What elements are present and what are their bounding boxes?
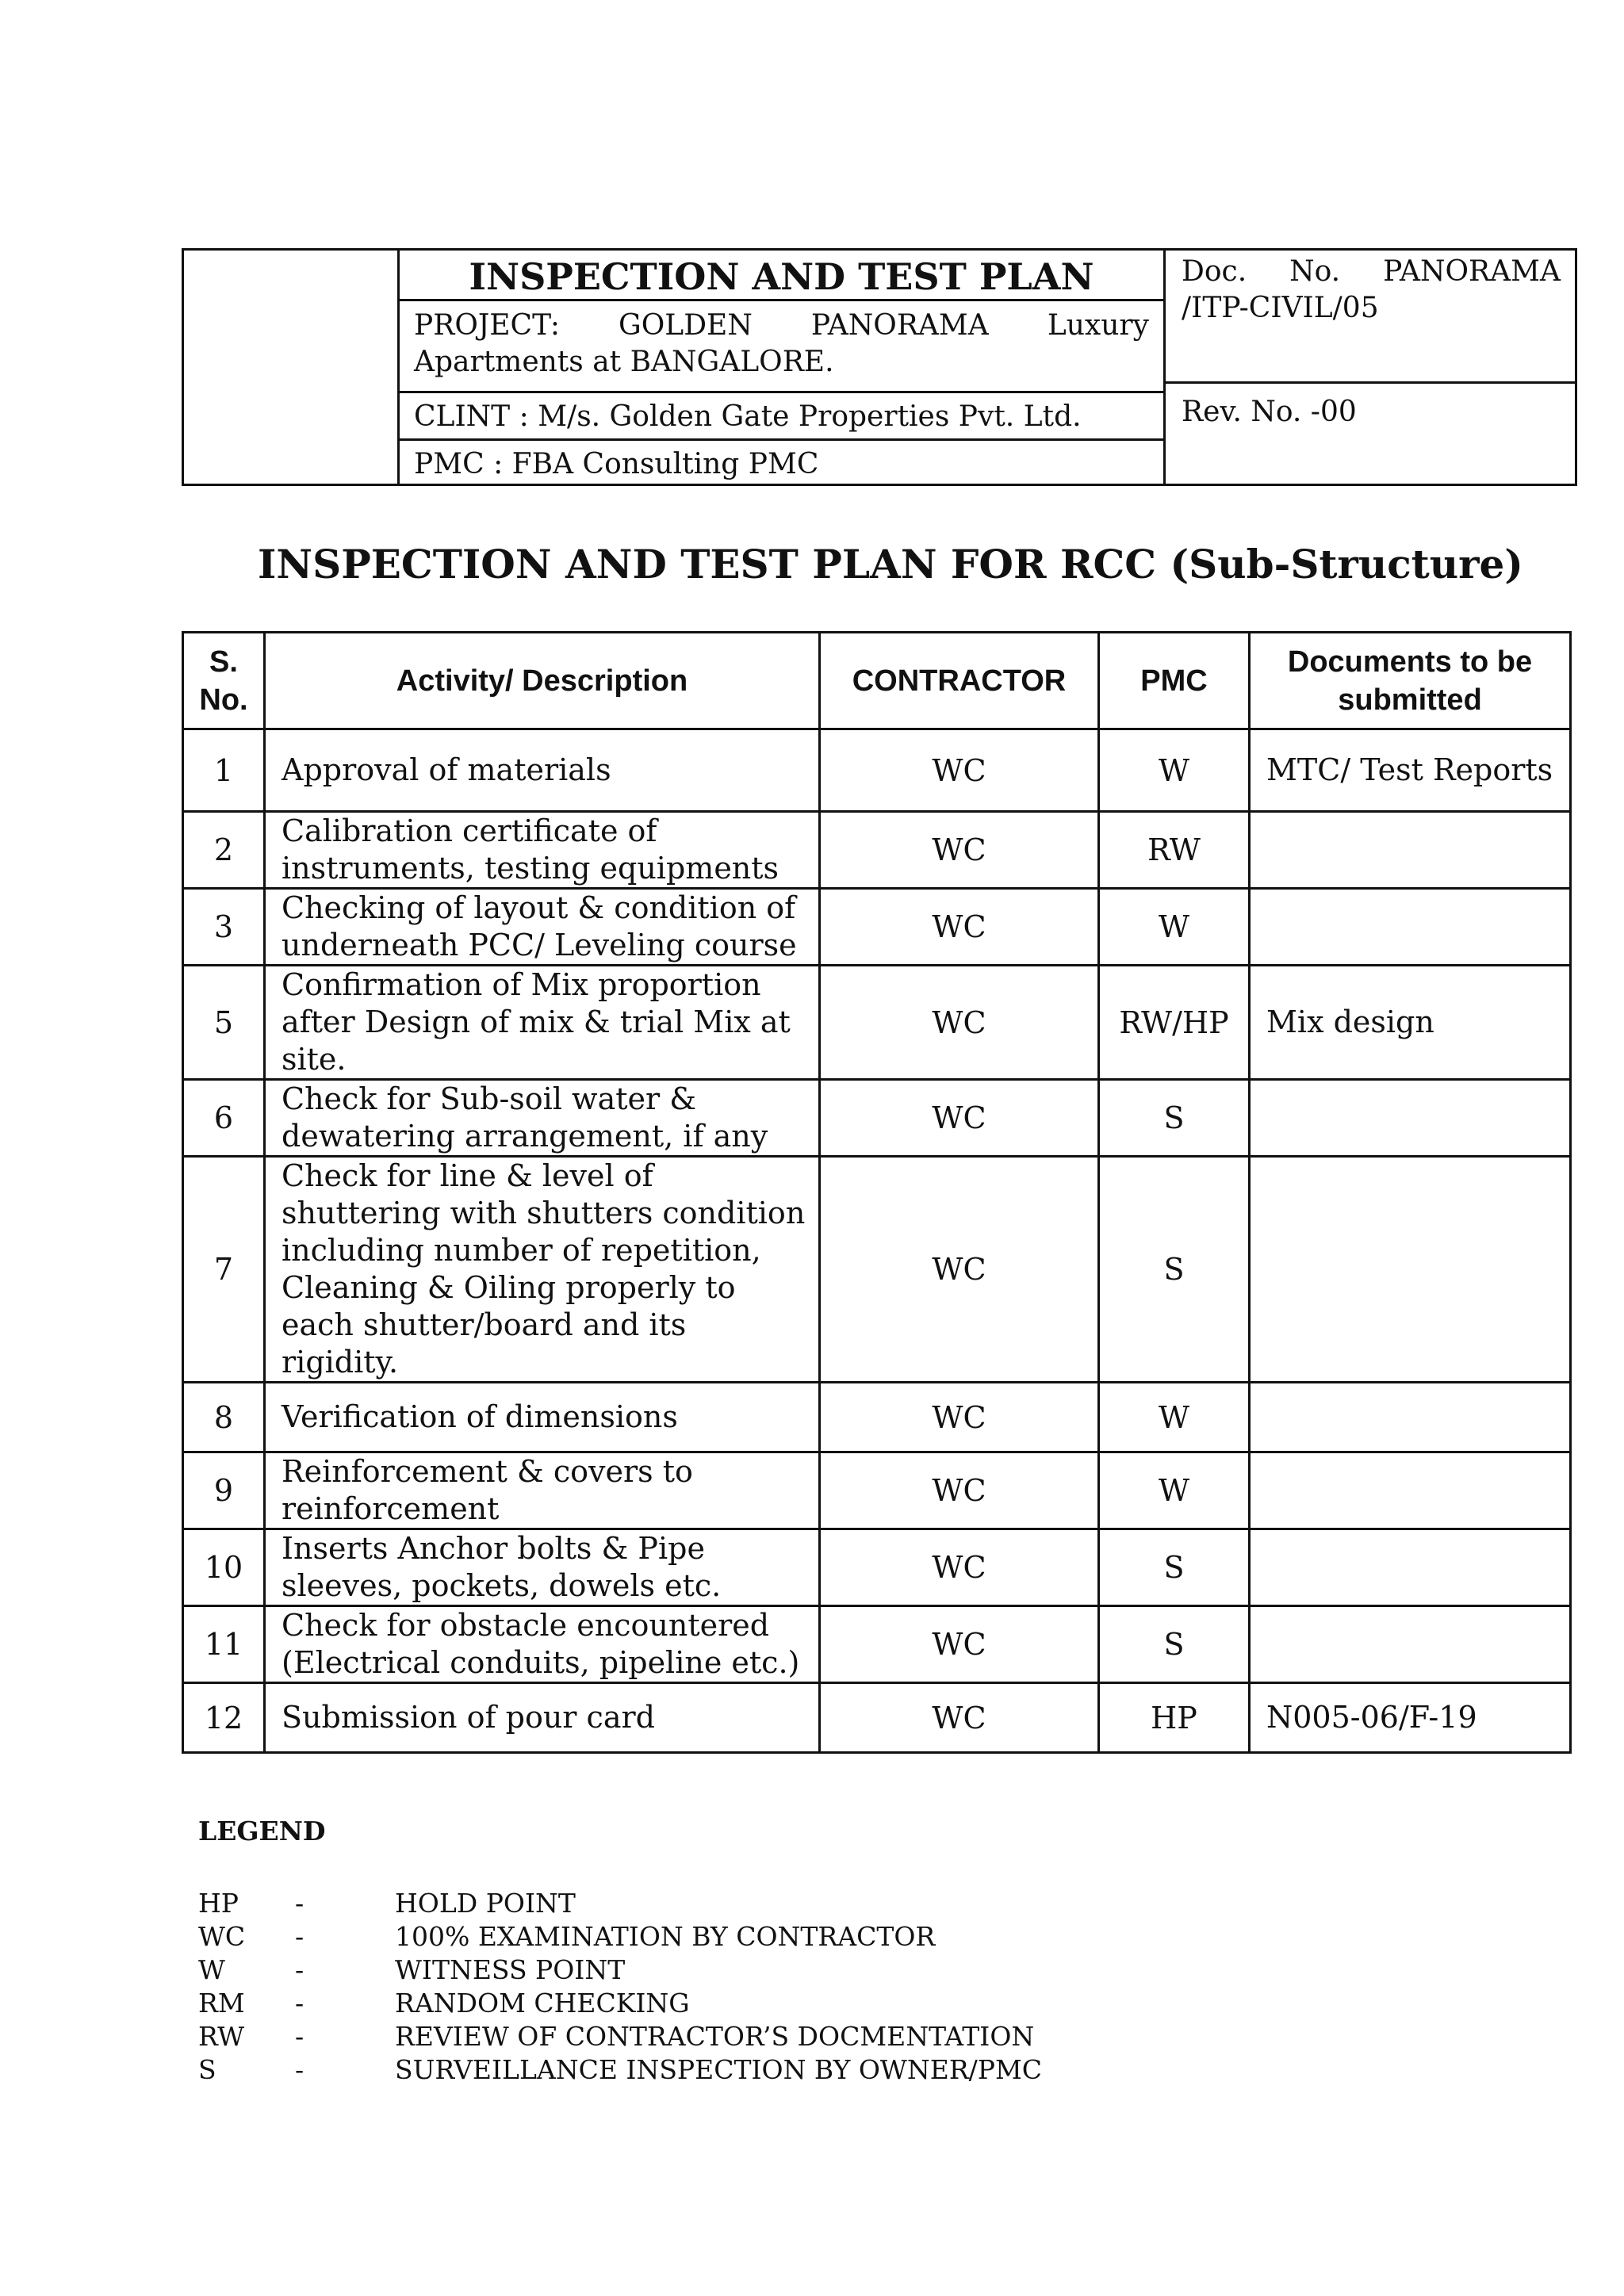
cell-pmc: W — [1099, 1383, 1250, 1452]
legend-code: W — [198, 1954, 225, 1985]
header-documents: Documents to be submitted — [1250, 633, 1571, 729]
legend-description: REVIEW OF CONTRACTOR’S DOCMENTATION — [395, 2021, 1035, 2052]
legend-item — [198, 2053, 1388, 2087]
table-row — [183, 1383, 1571, 1452]
cell-documents — [1250, 1452, 1571, 1529]
cell-sno: 2 — [183, 812, 265, 889]
cell-activity: Check for line & level of shuttering with shutters condition including number of repetition, Cleaning & Oiling properly to each shutter/board and its rigidity. — [265, 1157, 820, 1383]
cell-documents — [1250, 1606, 1571, 1683]
table-row — [183, 1606, 1571, 1683]
legend-item — [198, 1887, 1388, 1920]
cell-sno: 9 — [183, 1452, 265, 1529]
cell-pmc: W — [1099, 1452, 1250, 1529]
cell-activity: Confirmation of Mix proportion after Design of mix & trial Mix at site. — [265, 966, 820, 1080]
cell-contractor: WC — [820, 729, 1099, 812]
header-contractor: CONTRACTOR — [820, 633, 1099, 729]
cell-contractor: WC — [820, 1683, 1099, 1753]
cell-documents: N005-06/F-19 — [1250, 1683, 1571, 1753]
doc-number — [1166, 251, 1575, 384]
cell-activity: Calibration certificate of instruments, testing equipments — [265, 812, 820, 889]
revision-number: Rev. No. -00 — [1182, 396, 1357, 428]
table-row — [183, 1080, 1571, 1157]
cell-pmc: S — [1099, 1080, 1250, 1157]
cell-activity: Submission of pour card — [265, 1683, 820, 1753]
itp-table — [182, 631, 1572, 1754]
legend-dash: - — [295, 1988, 304, 2019]
legend-dash: - — [295, 1921, 304, 1952]
table-row — [183, 966, 1571, 1080]
cell-contractor: WC — [820, 1529, 1099, 1606]
cell-pmc: HP — [1099, 1683, 1250, 1753]
legend-description: RANDOM CHECKING — [395, 1988, 690, 2019]
legend-code: RW — [198, 2021, 245, 2052]
cell-pmc: S — [1099, 1529, 1250, 1606]
legend-description: 100% EXAMINATION BY CONTRACTOR — [395, 1921, 936, 1952]
cell-pmc: RW/HP — [1099, 966, 1250, 1080]
cell-pmc: S — [1099, 1157, 1250, 1383]
legend-description: WITNESS POINT — [395, 1954, 626, 1985]
cell-activity: Checking of layout & condition of underneath PCC/ Leveling course — [265, 889, 820, 966]
cell-contractor: WC — [820, 966, 1099, 1080]
cell-sno: 12 — [183, 1683, 265, 1753]
header-title: INSPECTION AND TEST PLAN — [400, 251, 1163, 301]
table-row — [183, 889, 1571, 966]
project-word-2: PANORAMA — [810, 309, 989, 342]
cell-documents — [1250, 889, 1571, 966]
legend-item — [198, 1987, 1388, 2020]
cell-sno: 11 — [183, 1606, 265, 1683]
cell-documents — [1250, 1529, 1571, 1606]
legend-description: SURVEILLANCE INSPECTION BY OWNER/PMC — [395, 2054, 1043, 2085]
cell-activity: Approval of materials — [265, 729, 820, 812]
cell-activity: Verification of dimensions — [265, 1383, 820, 1452]
cell-pmc: S — [1099, 1606, 1250, 1683]
header-info — [400, 251, 1163, 484]
section-title: INSPECTION AND TEST PLAN FOR RCC (Sub-Structure) — [258, 541, 1523, 587]
table-row — [183, 1683, 1571, 1753]
cell-sno: 3 — [183, 889, 265, 966]
legend-code: S — [198, 2054, 216, 2085]
logo-cell — [184, 251, 400, 484]
doc-number-line-2: /ITP-CIVIL/05 — [1182, 292, 1379, 324]
cell-documents: MTC/ Test Reports — [1250, 729, 1571, 812]
legend — [198, 1887, 1388, 2087]
legend-description: HOLD POINT — [395, 1888, 576, 1919]
header-pmc: PMC — [1099, 633, 1250, 729]
legend-code: WC — [198, 1921, 246, 1952]
cell-activity: Check for Sub-soil water & dewatering arrangement, if any — [265, 1080, 820, 1157]
table-row — [183, 729, 1571, 812]
cell-contractor: WC — [820, 889, 1099, 966]
client-info: CLINT : M/s. Golden Gate Properties Pvt. Ltd. — [400, 393, 1163, 441]
cell-pmc: RW — [1099, 812, 1250, 889]
cell-documents — [1250, 1080, 1571, 1157]
document-control — [1163, 251, 1575, 484]
legend-item — [198, 1920, 1388, 1954]
project-word-1: GOLDEN — [619, 309, 753, 342]
cell-documents — [1250, 1383, 1571, 1452]
cell-contractor: WC — [820, 1452, 1099, 1529]
cell-contractor: WC — [820, 812, 1099, 889]
legend-item — [198, 2020, 1388, 2053]
legend-code: RM — [198, 1988, 245, 2019]
cell-contractor: WC — [820, 1157, 1099, 1383]
legend-code: HP — [198, 1888, 239, 1919]
cell-activity: Check for obstacle encountered (Electrical conduits, pipeline etc.) — [265, 1606, 820, 1683]
cell-sno: 8 — [183, 1383, 265, 1452]
document-header — [182, 248, 1577, 486]
cell-contractor: WC — [820, 1080, 1099, 1157]
table-row — [183, 1157, 1571, 1383]
doc-number-word-1: Doc. — [1182, 255, 1247, 288]
cell-sno: 10 — [183, 1529, 265, 1606]
legend-dash: - — [295, 2021, 304, 2052]
cell-pmc: W — [1099, 729, 1250, 812]
legend-dash: - — [295, 2054, 304, 2085]
project-word-3: Luxury — [1047, 309, 1149, 342]
header-sno: S. No. — [183, 633, 265, 729]
cell-sno: 5 — [183, 966, 265, 1080]
table-row — [183, 1529, 1571, 1606]
cell-sno: 6 — [183, 1080, 265, 1157]
pmc-info: PMC : FBA Consulting PMC — [414, 448, 819, 480]
cell-documents — [1250, 812, 1571, 889]
cell-activity: Inserts Anchor bolts & Pipe sleeves, pockets, dowels etc. — [265, 1529, 820, 1606]
cell-sno: 1 — [183, 729, 265, 812]
cell-contractor: WC — [820, 1383, 1099, 1452]
cell-documents — [1250, 1157, 1571, 1383]
table-header-row — [183, 633, 1571, 729]
table-row — [183, 1452, 1571, 1529]
legend-dash: - — [295, 1888, 304, 1919]
project-label: PROJECT: — [414, 309, 560, 342]
doc-number-word-3: PANORAMA — [1383, 255, 1561, 288]
legend-item — [198, 1954, 1388, 1987]
cell-sno: 7 — [183, 1157, 265, 1383]
project-info — [400, 301, 1163, 393]
cell-pmc: W — [1099, 889, 1250, 966]
cell-contractor: WC — [820, 1606, 1099, 1683]
doc-number-word-2: No. — [1289, 255, 1341, 288]
cell-activity: Reinforcement & covers to reinforcement — [265, 1452, 820, 1529]
legend-title: LEGEND — [198, 1816, 326, 1846]
project-line-2: Apartments at BANGALORE. — [414, 346, 834, 378]
legend-dash: - — [295, 1954, 304, 1985]
table-row — [183, 812, 1571, 889]
header-activity: Activity/ Description — [265, 633, 820, 729]
cell-documents: Mix design — [1250, 966, 1571, 1080]
